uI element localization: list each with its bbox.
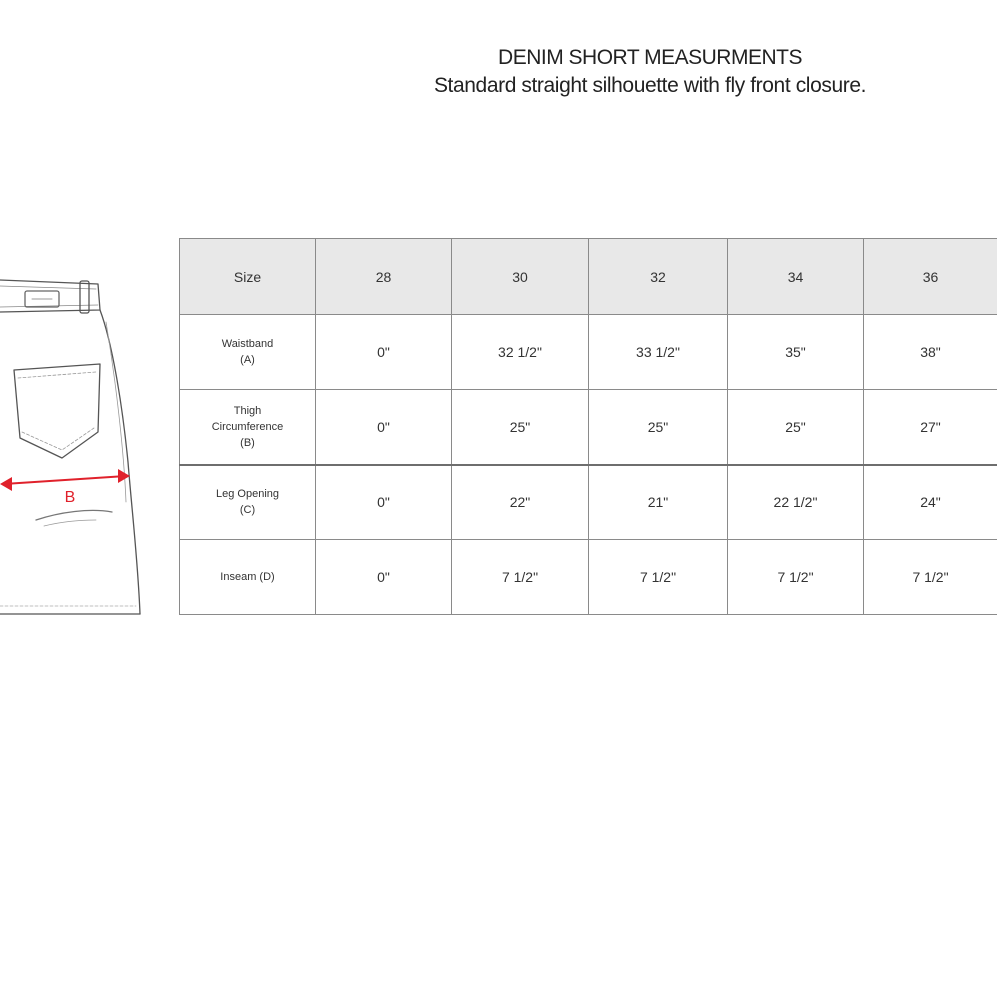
header-size-label: Size — [180, 239, 316, 315]
table-cell: 7 1/2" — [864, 540, 997, 615]
table-cell: 7 1/2" — [589, 540, 728, 615]
row-label: Thigh Circumference (B) — [180, 390, 316, 465]
size-chart-table — [179, 238, 997, 615]
header-size-28: 28 — [316, 239, 452, 315]
page-subtitle: Standard straight silhouette with fly front closure. — [433, 74, 867, 97]
table-row-waistband — [180, 315, 997, 390]
table-cell: 33 1/2" — [589, 315, 728, 390]
table-cell: 21" — [589, 465, 728, 540]
table-cell: 27" — [864, 390, 997, 465]
table-cell: 0" — [316, 540, 452, 615]
table-cell: 0" — [316, 465, 452, 540]
table-cell: 7 1/2" — [728, 540, 864, 615]
thigh-measure-arrow — [0, 469, 130, 506]
title-block — [370, 44, 930, 100]
row-label: Waistband (A) — [180, 315, 316, 390]
table-cell: 35" — [728, 315, 864, 390]
table-row-thigh — [180, 390, 997, 465]
table-cell: 0" — [316, 315, 452, 390]
table-cell: 32 1/2" — [452, 315, 589, 390]
table-row-leg-opening — [180, 465, 997, 540]
header-size-32: 32 — [589, 239, 728, 315]
table-cell: 25" — [589, 390, 728, 465]
denim-short-illustration — [0, 262, 150, 632]
table-cell: 25" — [452, 390, 589, 465]
row-label: Leg Opening (C) — [180, 465, 316, 540]
table-cell: 25" — [728, 390, 864, 465]
page-title: DENIM SHORT MEASURMENTS — [498, 46, 802, 69]
row-label: Inseam (D) — [180, 540, 316, 615]
table-header-row — [180, 239, 997, 315]
header-size-34: 34 — [728, 239, 864, 315]
header-size-36: 36 — [864, 239, 997, 315]
table-cell: 24" — [864, 465, 997, 540]
table-row-inseam — [180, 540, 997, 615]
back-pocket — [14, 364, 100, 458]
measure-marker-label: B — [64, 489, 76, 506]
side-seam — [100, 310, 140, 614]
table-cell: 38" — [864, 315, 997, 390]
table-cell: 7 1/2" — [452, 540, 589, 615]
header-size-30: 30 — [452, 239, 589, 315]
table-cell: 0" — [316, 390, 452, 465]
table-cell: 22" — [452, 465, 589, 540]
table-cell: 22 1/2" — [728, 465, 864, 540]
belt-loop — [80, 281, 89, 313]
